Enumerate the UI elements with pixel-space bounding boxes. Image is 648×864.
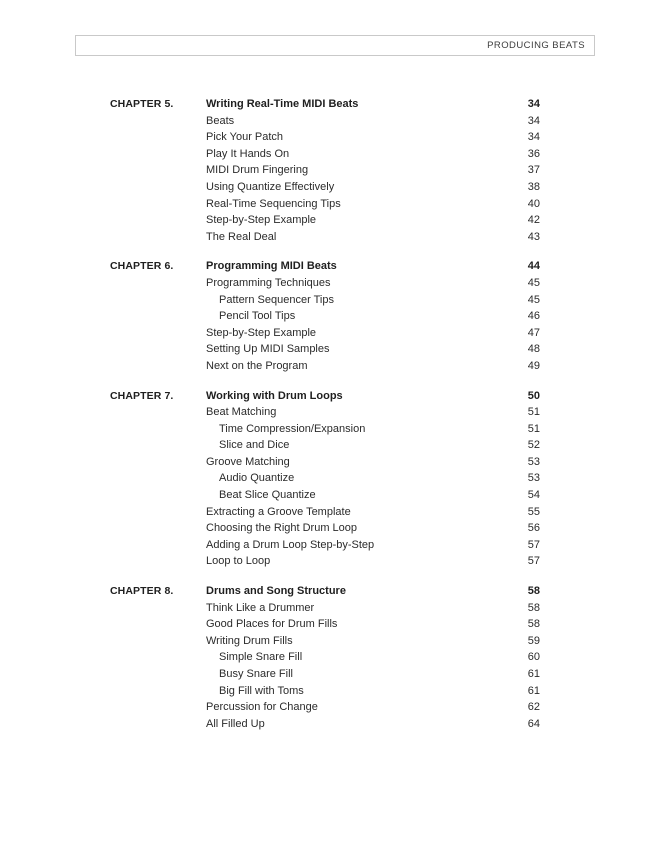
- entry-page-number: 56: [527, 522, 540, 535]
- toc-chapter-heading: [110, 583, 540, 600]
- entry-title: Writing Real-Time MIDI Beats: [206, 98, 359, 110]
- toc-entry: [110, 504, 540, 521]
- entry-title: Programming MIDI Beats: [206, 260, 337, 273]
- entry-page-number: 60: [527, 651, 540, 664]
- entry-title: Pick Your Patch: [206, 131, 284, 144]
- entry-title: All Filled Up: [206, 717, 265, 730]
- entry-title: Simple Snare Fill: [219, 651, 303, 664]
- entry-title: Step-by-Step Example: [206, 326, 317, 339]
- entry-page-number: 61: [527, 684, 540, 697]
- entry-title: Next on the Program: [206, 359, 308, 372]
- toc-entry: [110, 454, 540, 471]
- entry-title: Percussion for Change: [206, 701, 318, 714]
- toc-chapter-5: [110, 96, 540, 245]
- entry-page-number: 54: [527, 489, 540, 502]
- entry-title: Groove Matching: [206, 455, 290, 468]
- entry-page-number: 45: [527, 293, 540, 306]
- entry-title: Slice and Dice: [219, 439, 290, 452]
- entry-title: Programming Techniques: [206, 276, 331, 289]
- entry-title: Working with Drum Loops: [206, 389, 343, 402]
- entry-page-number: 57: [527, 555, 540, 568]
- entry-page-number: 36: [527, 147, 540, 160]
- entry-page-number: 58: [527, 585, 540, 598]
- entry-page-number: 53: [527, 472, 540, 485]
- entry-page-number: 58: [527, 601, 540, 614]
- entry-title: Adding a Drum Loop Step-by-Step: [206, 538, 375, 551]
- toc-entry: [110, 649, 540, 666]
- toc-entry: [110, 716, 540, 733]
- entry-page-number: 55: [527, 505, 540, 518]
- entry-page-number: 38: [527, 180, 540, 193]
- entry-page-number: 50: [527, 389, 540, 402]
- toc-chapter-7: [110, 388, 540, 571]
- toc-entry: [110, 683, 540, 700]
- toc-chapter-8: [110, 583, 540, 732]
- entry-page-number: 46: [527, 310, 540, 323]
- entry-title: Drums and Song Structure: [206, 585, 346, 598]
- entry-page-number: 53: [527, 455, 540, 468]
- toc-chapter-heading: [110, 96, 540, 113]
- toc-entry: [110, 113, 540, 130]
- entry-page-number: 61: [527, 668, 540, 680]
- entry-title: Think Like a Drummer: [206, 601, 315, 614]
- entry-page-number: 49: [527, 359, 540, 372]
- toc-entry: [110, 633, 540, 650]
- entry-title: Big Fill with Toms: [219, 684, 304, 697]
- entry-page-number: 34: [527, 131, 540, 144]
- entry-title: Play It Hands On: [206, 147, 290, 160]
- entry-title: The Real Deal: [206, 230, 277, 243]
- toc-entry: [110, 292, 540, 309]
- toc-entry: [110, 341, 540, 358]
- toc-entry: [110, 520, 540, 537]
- toc-entry: [110, 129, 540, 146]
- chapter-label: CHAPTER 7.: [110, 389, 174, 402]
- toc-entry: [110, 229, 540, 246]
- entry-page-number: 45: [527, 276, 540, 289]
- entry-title: Real-Time Sequencing Tips: [206, 197, 341, 210]
- entry-title: Loop to Loop: [206, 555, 271, 568]
- entry-title: Busy Snare Fill: [219, 668, 293, 680]
- entry-title: Beat Slice Quantize: [219, 489, 316, 502]
- toc-entry: [110, 487, 540, 504]
- entry-title: Step-by-Step Example: [206, 214, 317, 227]
- entry-title: Pencil Tool Tips: [219, 310, 296, 323]
- entry-page-number: 42: [527, 214, 540, 227]
- entry-page-number: 62: [527, 701, 540, 714]
- toc-entry: [110, 325, 540, 342]
- entry-title: Choosing the Right Drum Loop: [206, 522, 358, 535]
- toc-entry: [110, 666, 540, 683]
- chapter-label: CHAPTER 5.: [110, 98, 174, 110]
- entry-page-number: 40: [527, 197, 540, 210]
- running-title: PRODUCING BEATS: [487, 40, 585, 51]
- toc-chapter-heading: [110, 388, 540, 405]
- entry-page-number: 64: [527, 717, 540, 730]
- entry-title: Using Quantize Effectively: [206, 180, 335, 193]
- entry-title: Writing Drum Fills: [206, 634, 293, 647]
- entry-title: Good Places for Drum Fills: [206, 618, 338, 631]
- chapter-label: CHAPTER 6.: [110, 260, 174, 273]
- entry-title: MIDI Drum Fingering: [206, 164, 309, 177]
- toc-entry: [110, 616, 540, 633]
- toc-entry: [110, 196, 540, 213]
- toc-entry: [110, 404, 540, 421]
- entry-title: Setting Up MIDI Samples: [206, 343, 330, 356]
- entry-page-number: 43: [527, 230, 540, 243]
- toc-entry: [110, 212, 540, 229]
- entry-page-number: 57: [527, 538, 540, 551]
- toc-entry: [110, 275, 540, 292]
- entry-title: Beat Matching: [206, 406, 277, 419]
- table-of-contents: [110, 96, 540, 745]
- toc-entry: [110, 146, 540, 163]
- entry-page-number: 44: [527, 260, 540, 273]
- entry-title: Audio Quantize: [219, 472, 295, 485]
- entry-title: Time Compression/Expansion: [219, 422, 366, 435]
- entry-page-number: 51: [527, 406, 540, 419]
- entry-page-number: 51: [527, 422, 540, 435]
- entry-title: Beats: [206, 114, 235, 127]
- entry-page-number: 59: [527, 634, 540, 647]
- toc-entry: [110, 308, 540, 325]
- page-header-box: [75, 35, 595, 56]
- toc-entry: [110, 470, 540, 487]
- toc-entry: [110, 553, 540, 570]
- toc-entry: [110, 537, 540, 554]
- entry-page-number: 34: [527, 98, 540, 110]
- toc-entry: [110, 162, 540, 179]
- toc-entry: [110, 179, 540, 196]
- toc-entry: [110, 600, 540, 617]
- entry-page-number: 48: [527, 343, 540, 356]
- toc-chapter-heading: [110, 258, 540, 275]
- toc-entry: [110, 699, 540, 716]
- toc-chapter-6: [110, 258, 540, 374]
- toc-entry: [110, 358, 540, 375]
- entry-page-number: 34: [527, 114, 540, 127]
- chapter-label: CHAPTER 8.: [110, 585, 174, 598]
- entry-page-number: 58: [527, 618, 540, 631]
- entry-title: Extracting a Groove Template: [206, 505, 351, 518]
- toc-entry: [110, 437, 540, 454]
- entry-page-number: 37: [527, 164, 540, 177]
- entry-page-number: 52: [527, 439, 540, 452]
- entry-page-number: 47: [527, 326, 540, 339]
- entry-title: Pattern Sequencer Tips: [219, 293, 334, 306]
- toc-entry: [110, 421, 540, 438]
